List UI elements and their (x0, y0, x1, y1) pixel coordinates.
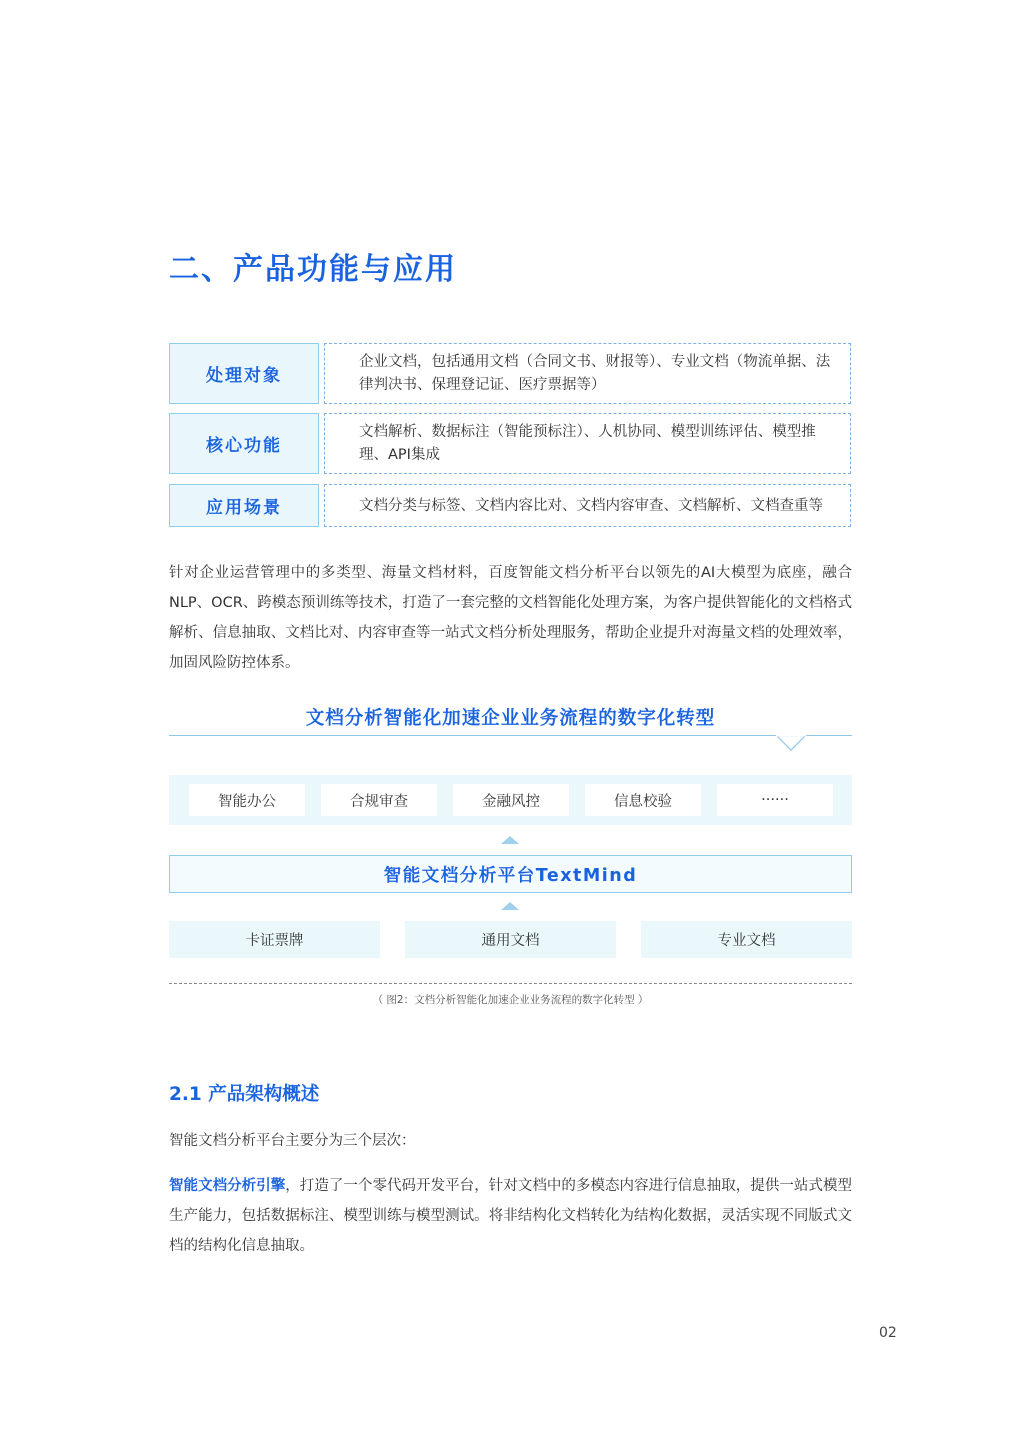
table-row-label-functions: 核心功能 (169, 413, 319, 474)
platform-box: 智能文档分析平台TextMind (169, 855, 852, 893)
engine-description: ，打造了一个零代码开发平台，针对文档中的多模态内容进行信息抽取，提供一站式模型生产能力，包括数据标注、模型训练与模型测试。将非结构化文档转化为结构化数据，灵活实现不同版式文档的结构化信息抽取。 (169, 1178, 853, 1254)
doc-type-general: 通用文档 (405, 921, 616, 958)
subsection-lead: 智能文档分析平台主要分为三个层次： (169, 1133, 416, 1149)
figure-caption: （ 图2：文档分析智能化加速企业业务流程的数字化转型 ） (372, 994, 649, 1006)
scenario-info-verification: 信息校验 (585, 784, 701, 816)
page-number: 02 (879, 1325, 897, 1341)
doc-type-cards: 卡证票牌 (169, 921, 380, 958)
subsection-title: 2.1 产品架构概述 (169, 1084, 320, 1105)
caption-divider (169, 983, 852, 984)
down-chevron-icon (776, 735, 806, 751)
section-title: 二、产品功能与应用 (169, 252, 457, 287)
scenario-compliance-review: 合规审查 (321, 784, 437, 816)
table-row-text-scenarios: 文档分类与标签、文档内容比对、文档内容审查、文档解析、文档查重等 (324, 484, 851, 527)
up-arrow-icon (501, 902, 519, 910)
subsection-body (169, 1171, 852, 1261)
intro-paragraph: 针对企业运营管理中的多类型、海量文档材料，百度智能文档分析平台以领先的AI大模型为底座，融合NLP、OCR、跨模态预训练等技术，打造了一套完整的文档智能化处理方案，为客户提供智能化的文档格式解析、信息抽取、文档比对、内容审查等一站式文档分析处理服务，帮助企业提升对海量文档的处理效率，加固风险防控体系。 (169, 565, 852, 671)
engine-highlight: 智能文档分析引擎 (169, 1178, 286, 1194)
doc-type-professional: 专业文档 (641, 921, 852, 958)
scenario-more: ······ (717, 784, 833, 816)
table-row-label-scenarios: 应用场景 (169, 484, 319, 527)
scenario-smart-office: 智能办公 (189, 784, 305, 816)
table-row-text-objects: 企业文档，包括通用文档（合同文书、财报等）、专业文档（物流单据、法律判决书、保理登记证、医疗票据等） (324, 343, 851, 404)
table-row-label-objects: 处理对象 (169, 343, 319, 404)
up-arrow-icon (501, 836, 519, 844)
diagram-title: 文档分析智能化加速企业业务流程的数字化转型 (305, 708, 716, 729)
scenario-financial-risk: 金融风控 (453, 784, 569, 816)
table-row-text-functions: 文档解析、数据标注（智能预标注）、人机协同、模型训练评估、模型推理、API集成 (324, 413, 851, 474)
diagram-divider (169, 735, 852, 736)
